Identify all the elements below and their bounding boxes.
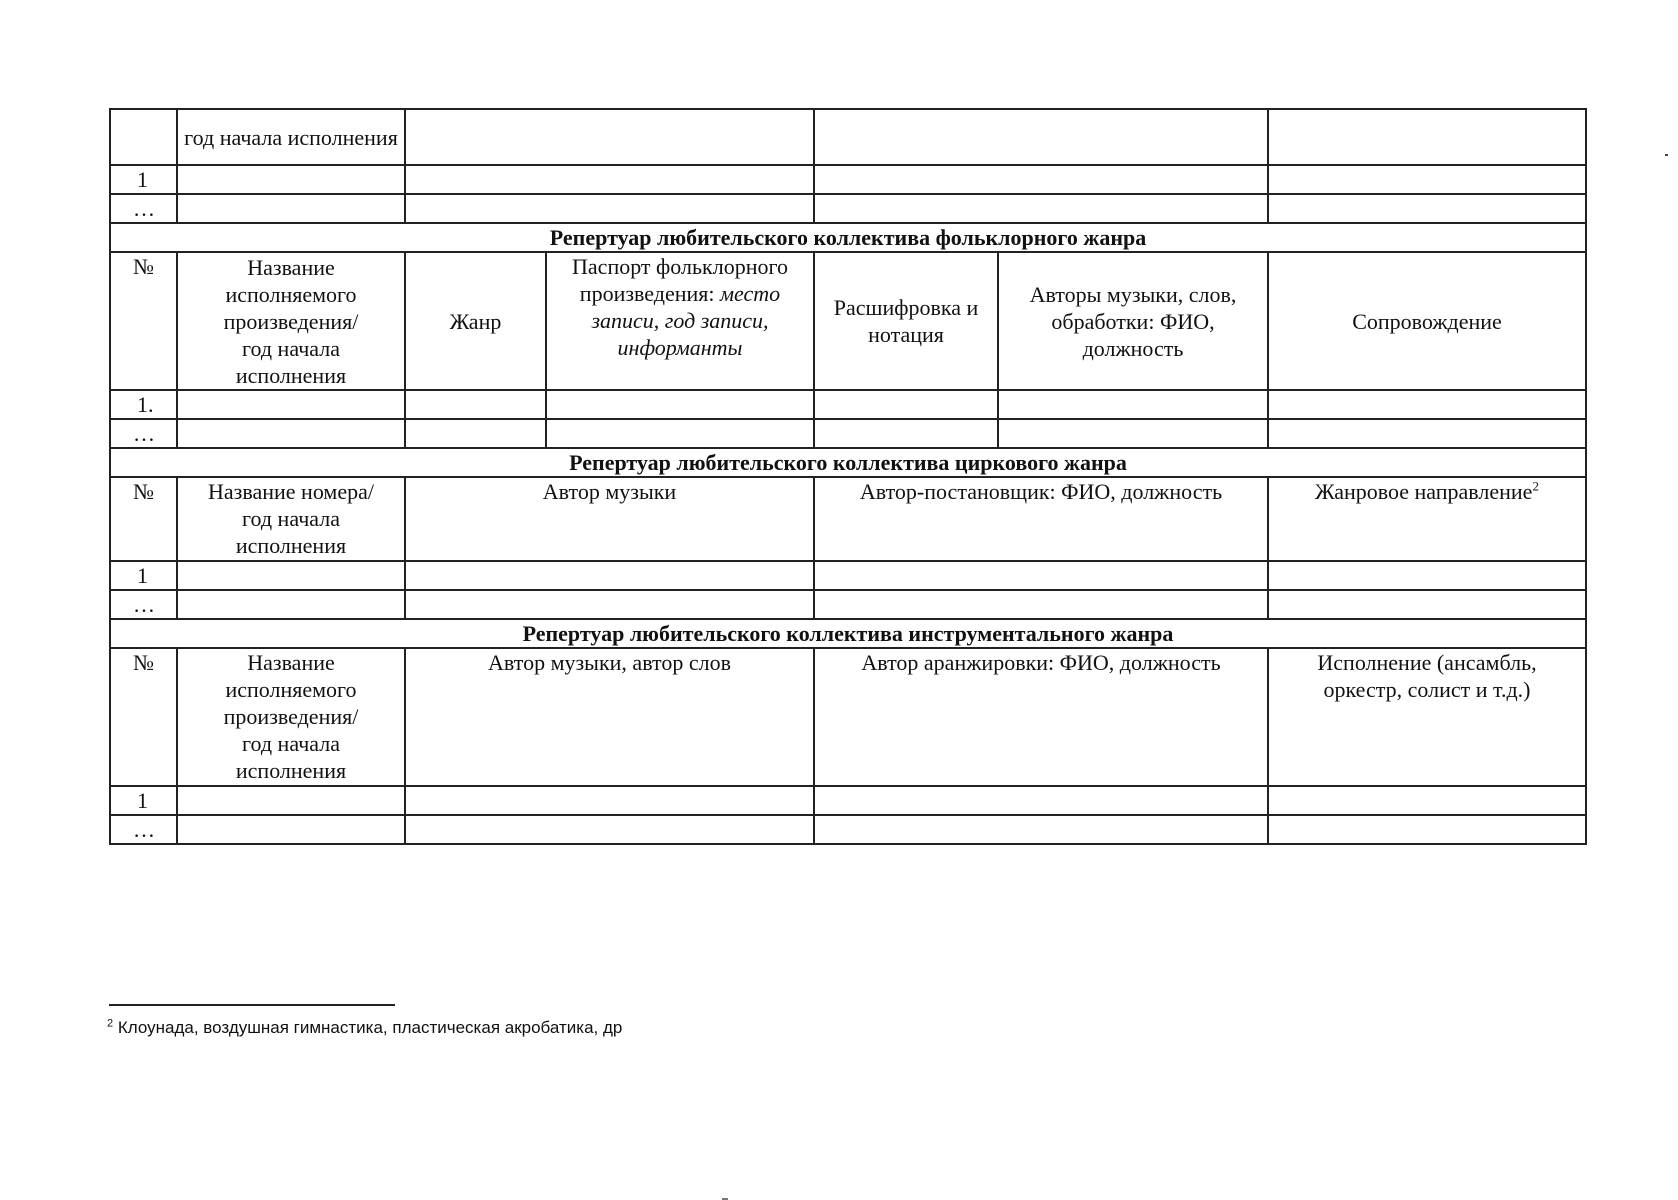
row-number: 1 bbox=[110, 786, 177, 815]
table-cell bbox=[177, 165, 405, 194]
table-row bbox=[110, 165, 1586, 194]
header-line: оркестр, солист и т.д.) bbox=[1323, 677, 1531, 702]
row-number: … bbox=[110, 815, 177, 844]
table-cell bbox=[814, 561, 1268, 590]
header-cell-performance bbox=[1268, 648, 1586, 786]
row-number: … bbox=[110, 419, 177, 448]
table-cell bbox=[405, 561, 814, 590]
section-title-instrumental: Репертуар любительского коллектива инструментального жанра bbox=[110, 619, 1586, 648]
header-line: год начала bbox=[242, 506, 340, 531]
header-line: исполняемого bbox=[225, 677, 357, 702]
repertoire-table bbox=[109, 108, 1587, 845]
table-cell bbox=[177, 815, 405, 844]
header-cell-name bbox=[177, 648, 405, 786]
row-number: … bbox=[110, 194, 177, 223]
header-line: исполнения bbox=[235, 758, 347, 783]
row-number: 1. bbox=[110, 390, 177, 419]
table-cell bbox=[177, 194, 405, 223]
footnote-mark: 2 bbox=[107, 1017, 114, 1030]
table-cell bbox=[1268, 561, 1586, 590]
table-cell bbox=[546, 390, 814, 419]
table-cell bbox=[1268, 109, 1586, 165]
table-cell bbox=[177, 390, 405, 419]
table-cell bbox=[1268, 786, 1586, 815]
table-cell bbox=[1268, 165, 1586, 194]
footnote-ref: 2 bbox=[1532, 478, 1539, 494]
table-cell bbox=[814, 786, 1268, 815]
table-cell bbox=[814, 390, 998, 419]
table-cell bbox=[110, 109, 177, 165]
header-cell-music-lyrics-author: Автор музыки, автор слов bbox=[405, 648, 814, 786]
table-row bbox=[110, 194, 1586, 223]
section-title-circus: Репертуар любительского коллектива циркового жанра bbox=[110, 448, 1586, 477]
table-row bbox=[110, 590, 1586, 619]
section-title-row bbox=[110, 448, 1586, 477]
table-cell bbox=[405, 194, 814, 223]
table-cell bbox=[1268, 194, 1586, 223]
table-cell bbox=[405, 590, 814, 619]
table-cell bbox=[177, 419, 405, 448]
table-cell bbox=[405, 786, 814, 815]
header-line-italic: место bbox=[720, 281, 781, 306]
header-line-italic: записи, год записи, bbox=[591, 308, 769, 333]
row-number: 1 bbox=[110, 561, 177, 590]
table-cell bbox=[814, 815, 1268, 844]
header-row bbox=[110, 477, 1586, 561]
table-row bbox=[110, 786, 1586, 815]
table-cell bbox=[405, 419, 546, 448]
table-cell bbox=[814, 109, 1268, 165]
header-line: исполняемого bbox=[225, 281, 357, 307]
row-number: 1 bbox=[110, 165, 177, 194]
table-cell bbox=[177, 561, 405, 590]
header-line: Жанровое направление bbox=[1315, 479, 1533, 504]
table-cell bbox=[814, 590, 1268, 619]
table-cell bbox=[814, 194, 1268, 223]
table-row bbox=[110, 390, 1586, 419]
header-cell-accompaniment: Сопровождение bbox=[1268, 252, 1586, 390]
table-row bbox=[110, 815, 1586, 844]
header-line: Расшифровка и bbox=[833, 295, 979, 320]
header-line: произведения: bbox=[579, 281, 715, 306]
table-row bbox=[110, 419, 1586, 448]
table-cell bbox=[998, 419, 1268, 448]
header-cell-passport bbox=[546, 252, 814, 390]
table-cell bbox=[405, 109, 814, 165]
table-cell bbox=[814, 165, 1268, 194]
header-line: произведения/ bbox=[223, 704, 359, 729]
table-cell bbox=[177, 786, 405, 815]
header-cell-genre-direction bbox=[1268, 477, 1586, 561]
header-line: исполнения bbox=[235, 362, 347, 388]
header-line: Название bbox=[247, 650, 335, 675]
header-cell-number: № bbox=[110, 477, 177, 561]
table-cell bbox=[1268, 815, 1586, 844]
header-line: Название номера/ bbox=[208, 479, 374, 504]
header-line: Название bbox=[247, 254, 335, 280]
section-title-folk: Репертуар любительского коллектива фольклорного жанра bbox=[110, 223, 1586, 252]
header-row bbox=[110, 252, 1586, 390]
header-line: исполнения bbox=[235, 533, 347, 558]
header-cell-number: № bbox=[110, 648, 177, 786]
table-cell bbox=[1268, 390, 1586, 419]
header-line: обработки: ФИО, bbox=[1051, 308, 1215, 334]
header-row bbox=[110, 648, 1586, 786]
header-cell-director: Автор-постановщик: ФИО, должность bbox=[814, 477, 1268, 561]
table-cell bbox=[1268, 419, 1586, 448]
header-cell-arranger: Автор аранжировки: ФИО, должность bbox=[814, 648, 1268, 786]
row-number: … bbox=[110, 590, 177, 619]
header-line: должность bbox=[1082, 335, 1184, 361]
footnote-text: Клоунада, воздушная гимнастика, пластическая акробатика, др bbox=[117, 1018, 623, 1037]
table-cell bbox=[405, 165, 814, 194]
header-line-italic: информанты bbox=[617, 335, 743, 360]
header-cell-genre: Жанр bbox=[405, 252, 546, 390]
header-cell-authors bbox=[998, 252, 1268, 390]
header-line: Исполнение (ансамбль, bbox=[1317, 650, 1537, 675]
table-cell bbox=[998, 390, 1268, 419]
footnote-separator bbox=[109, 1004, 395, 1006]
scan-speck bbox=[1665, 154, 1668, 156]
section-title-row bbox=[110, 619, 1586, 648]
header-cell-continued: год начала исполнения bbox=[177, 109, 405, 165]
header-cell-name bbox=[177, 252, 405, 390]
table-cell bbox=[546, 419, 814, 448]
table-row bbox=[110, 109, 1586, 165]
header-cell-decoding bbox=[814, 252, 998, 390]
header-cell-music-author: Автор музыки bbox=[405, 477, 814, 561]
footnote bbox=[107, 1018, 622, 1038]
table-cell bbox=[1268, 590, 1586, 619]
table-cell bbox=[405, 390, 546, 419]
header-line: нотация bbox=[868, 322, 944, 347]
header-cell-number: № bbox=[110, 252, 177, 390]
table-cell bbox=[814, 419, 998, 448]
header-line: год начала bbox=[242, 731, 340, 756]
table-cell bbox=[405, 815, 814, 844]
header-line: Паспорт фольклорного bbox=[572, 254, 788, 279]
header-line: Авторы музыки, слов, bbox=[1029, 281, 1237, 307]
table-row bbox=[110, 561, 1586, 590]
header-line: год начала bbox=[242, 335, 340, 361]
section-title-row bbox=[110, 223, 1586, 252]
header-line: произведения/ bbox=[223, 308, 359, 334]
header-cell-name bbox=[177, 477, 405, 561]
table-cell bbox=[177, 590, 405, 619]
